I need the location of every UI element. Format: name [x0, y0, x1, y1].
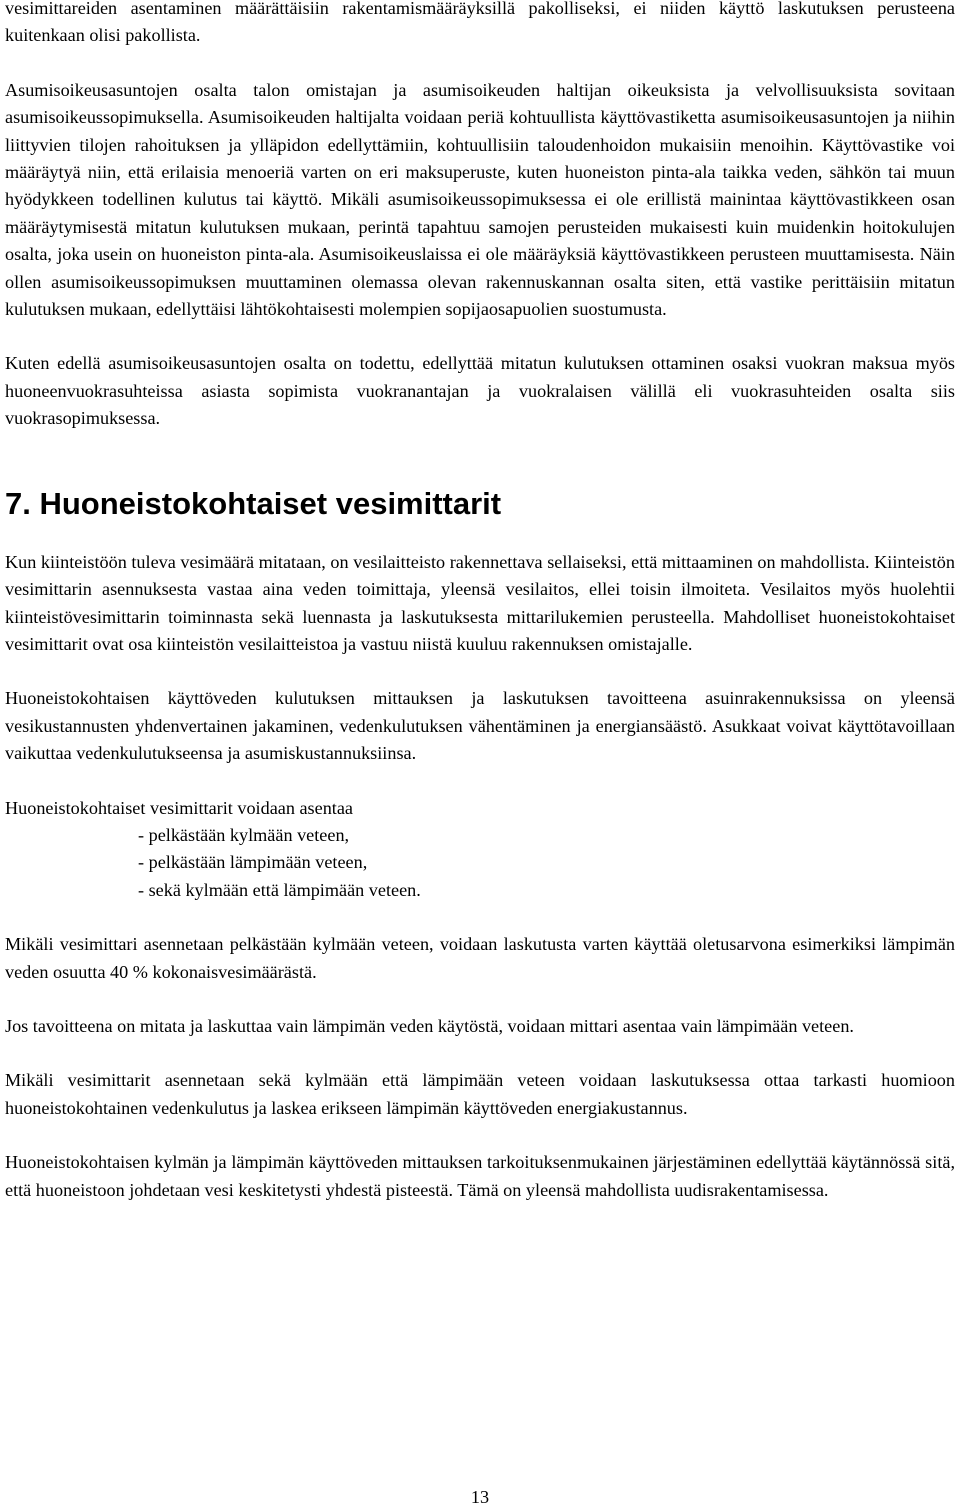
section-heading: 7. Huoneistokohtaiset vesimittarit: [5, 485, 502, 521]
list-item: - pelkästään lämpimään veteen,: [138, 852, 368, 873]
paragraph-gap: [5, 1122, 955, 1149]
paragraph: Asumisoikeusasuntojen osalta talon omistajan ja asumisoikeuden haltijan oikeuksista ja velvollisuuksista sovitaan asumisoikeussopimuksella. Asumisoikeuden haltijalta voidaan periä kohtuullista käyttövastiketta asumisoikeusasuntojen ja niihin liittyvien tilojen rahoituksen ja ylläpidon edellyttämiin, kohtuullisiin taloudenhoidon mukaisiin menoihin. Käyttövastike voi määräytyä niin, että erilaisia menoeriä varten on eri maksuperuste, kuten huoneiston pinta-ala taikka veden, sähkön tai muun hyödykkeen todellinen kulutus tai käyttö. Mikäli asumisoikeussopimuksessa ei ole erillistä mainintaa käyttövastikkeen osan määräytymisestä mitatun kulutuksen mukaan, perintä tapahtuu samojen perusteiden mukaisesti kuin muidenkin hoitokulujen osalta, joka usein on huoneiston pinta-ala. Asumisoikeuslaissa ei ole määräyksiä käyttövastikkeen perusteen muuttamisesta. Näin ollen asumisoikeussopimuksen muuttaminen olemassa olevan rakennuskannan osalta siten, että vastike perittäisiin mitatun kulutuksen mukaan, edellyttäisi lähtökohtaisesti molempien sopijaosapuolien suostumusta.: [5, 79, 955, 320]
paragraph: Huoneistokohtaiset vesimittarit voidaan asentaa: [5, 797, 353, 818]
paragraph-gap: [5, 1040, 955, 1067]
paragraph-gap: [5, 658, 955, 685]
paragraph-gap: [5, 323, 955, 350]
paragraph: Huoneistokohtaisen käyttöveden kulutuksen mittauksen ja laskutuksen tavoitteena asuinrakennuksissa on yleensä vesikustannusten yhdenvertainen jakaminen, vedenkulutuksen vähentäminen ja energiansäästö. Asukkaat voivat käyttötavoillaan vaikuttaa vedenkulutukseensa ja asumiskustannuksiinsa.: [5, 688, 955, 764]
section-gap: [5, 523, 955, 549]
paragraph: Kun kiinteistöön tuleva vesimäärä mitataan, on vesilaitteisto rakennettava sellaiseksi, että mittaaminen on mahdollista. Kiinteistön vesimittarin asennuksesta vastaa aina veden toimittaja, yleensä vesilaitos, ellei toisin ilmoiteta. Vesilaitos myös huolehtii kiinteistövesimittarin toiminnasta sekä luennasta ja laskutuksesta mittarilukemien perusteella. Mahdolliset huoneistokohtaiset vesimittarit ovat osa kiinteistön vesilaitteistoa ja vastuu niistä kuuluu rakennuksen omistajalle.: [5, 551, 955, 654]
bullet-list: [5, 822, 955, 904]
paragraph: Jos tavoitteena on mitata ja laskuttaa vain lämpimän veden käytöstä, voidaan mittari asentaa vain lämpimään veteen.: [5, 1015, 854, 1036]
paragraph: Kuten edellä asumisoikeusasuntojen osalta on todettu, edellyttää mitatun kulutuksen ottaminen osaksi vuokran maksua myös huoneenvuokrasuhteissa asiasta sopimista vuokranantajan ja vuokralaisen välillä eli vuokrasuhteiden osalta siis vuokrasopimuksessa.: [5, 353, 955, 429]
paragraph: Huoneistokohtaisen kylmän ja lämpimän käyttöveden mittauksen tarkoituksenmukainen järjestäminen edellyttää käytännössä sitä, että huoneistoon johdetaan vesi keskitetysti yhdestä pisteestä. Tämä on yleensä mahdollista uudisrakentamisessa.: [5, 1152, 955, 1200]
paragraph-gap: [5, 768, 955, 795]
list-item: - pelkästään kylmään veteen,: [138, 824, 350, 845]
paragraph-gap: [5, 986, 955, 1013]
page-number: 13: [470, 1487, 490, 1507]
paragraph: vesimittareiden asentaminen määrättäisiin rakentamismääräyksillä pakolliseksi, ei niiden käyttö laskutuksen perusteena kuitenkaan olisi pakollista.: [5, 0, 955, 46]
paragraph: Mikäli vesimittari asennetaan pelkästään kylmään veteen, voidaan laskutusta varten käyttää oletusarvona esimerkiksi lämpimän veden osuutta 40 % kokonaisvesimäärästä.: [5, 934, 955, 982]
document-page: [5, 0, 955, 1204]
paragraph-gap: [5, 50, 955, 77]
paragraph: Mikäli vesimittarit asennetaan sekä kylmään että lämpimään veteen voidaan laskutuksessa ottaa tarkasti huomioon huoneistokohtainen vedenkulutus ja laskea erikseen lämpimän käyttöveden energiakustannus.: [5, 1070, 955, 1118]
section-gap: [5, 433, 955, 485]
list-item: - sekä kylmään että lämpimään veteen.: [138, 879, 421, 900]
paragraph-gap: [5, 904, 955, 931]
